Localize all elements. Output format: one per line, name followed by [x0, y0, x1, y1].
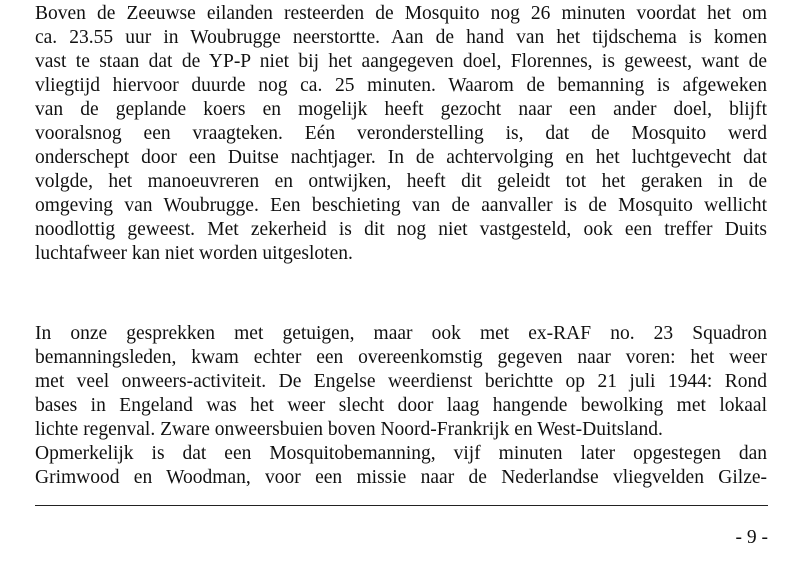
- text-line: volgde, het manoeuvreren en ontwijken, heeft dit geleidt tot het geraken in de: [35, 171, 767, 192]
- text-line: Boven de Zeeuwse eilanden resteerden de Mosquito nog 26 minuten voordat het om: [35, 3, 767, 24]
- text-line: omgeving van Woubrugge. Een beschieting van de aanvaller is de Mosquito wellicht: [35, 195, 767, 216]
- text-line: lichte regenval. Zware onweersbuien boven Noord-Frankrijk en West-Duitsland.: [35, 419, 663, 440]
- page-number: - 9 -: [735, 527, 768, 548]
- text-line: Opmerkelijk is dat een Mosquitobemanning, vijf minuten later opgestegen dan: [35, 443, 767, 464]
- text-line: luchtafweer kan niet worden uitgesloten.: [35, 243, 353, 264]
- text-line: van de geplande koers en mogelijk heeft gezocht naar een ander doel, blijft: [35, 99, 767, 120]
- footer-divider: [35, 505, 768, 506]
- text-line: ca. 23.55 uur in Woubrugge neerstortte. Aan de hand van het tijdschema is komen: [35, 27, 767, 48]
- text-line: met veel onweers-activiteit. De Engelse weerdienst berichtte op 21 juli 1944: Rond: [35, 371, 767, 392]
- text-line: bemanningsleden, kwam echter een overeenkomstig gegeven naar voren: het weer: [35, 347, 767, 368]
- text-line: vooralsnog een vraagteken. Eén veronderstelling is, dat de Mosquito werd: [35, 123, 767, 144]
- text-line: bases in Engeland was het weer slecht door laag hangende bewolking met lokaal: [35, 395, 767, 416]
- text-line: In onze gesprekken met getuigen, maar ook met ex-RAF no. 23 Squadron: [35, 323, 767, 344]
- text-line: vast te staan dat de YP-P niet bij het aangegeven doel, Florennes, is geweest, want de: [35, 51, 767, 72]
- text-line: Grimwood en Woodman, voor een missie naar de Nederlandse vliegvelden Gilze-: [35, 467, 767, 488]
- text-line: noodlottig geweest. Met zekerheid is dit nog niet vastgesteld, ook een treffer Duits: [35, 219, 767, 240]
- text-line: onderschept door een Duitse nachtjager. In de achtervolging en het luchtgevecht dat: [35, 147, 767, 168]
- text-line: vliegtijd hiervoor duurde nog ca. 25 minuten. Waarom de bemanning is afgeweken: [35, 75, 767, 96]
